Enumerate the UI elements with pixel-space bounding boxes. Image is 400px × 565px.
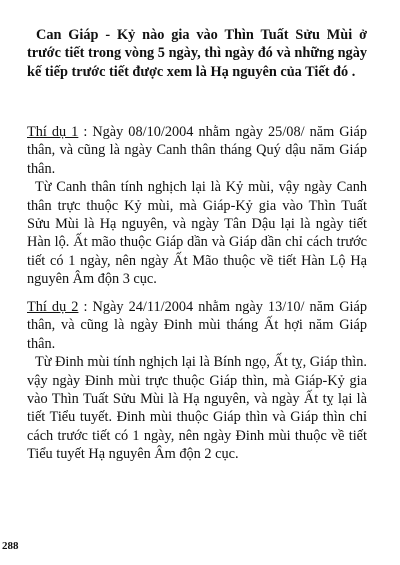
example-2 (27, 298, 367, 464)
example-1-label: Thí dụ 1 (27, 124, 79, 140)
example-1-heading-text: : Ngày 08/10/2004 nhằm ngày 25/08/ năm Giáp thân, và cũng là ngày Canh thân tháng Quý dậu năm Giáp thân. (27, 124, 367, 177)
intro-paragraph: Can Giáp - Kỷ nào gia vào Thìn Tuất Sửu Mùi ở trước tiết trong vòng 5 ngày, thì ngày đó và những ngày kế tiếp trước tiết được xem là Hạ nguyên của Tiết đó . (27, 27, 367, 80)
example-1 (27, 123, 367, 289)
page-number: 288 (2, 540, 19, 552)
example-2-label: Thí dụ 2 (27, 299, 79, 315)
example-2-heading (27, 298, 367, 353)
example-1-heading (27, 123, 367, 178)
example-1-body: Từ Canh thân tính nghịch lại là Kỷ mùi, vậy ngày Canh thân trực thuộc Kỷ mùi, mà Giáp-Kỷ gia vào Thìn Tuất Sửu Mùi là Hạ nguyên, và ngày Tân Dậu lại là ngày tiết Hàn lộ. Ất mão thuộc Giáp dần và Giáp dần chỉ cách trước tiết có 1 ngày, nên ngày Ất Mão thuộc về tiết Hàn Lộ Hạ nguyên Âm độn 3 cục. (27, 179, 367, 288)
example-2-body: Từ Đinh mùi tính nghịch lại là Bính ngọ, Ất tỵ, Giáp thìn. vậy ngày Đinh mùi trực thuộc Giáp thìn, mà Giáp-Kỷ gia vào Thìn Tuất Sửu Mùi là Hạ nguyên, và ngày Ất tỵ lại là tiết Tiểu tuyết. Đinh mùi thuộc Giáp thìn và Giáp thìn chỉ cách trước tiết có 1 ngày, nên ngày Đinh mùi thuộc về tiết Tiểu tuyết Hạ nguyên Âm độn 2 cục. (27, 354, 367, 463)
example-2-heading-text: : Ngày 24/11/2004 nhằm ngày 13/10/ năm Giáp thân, và cũng là ngày Đinh mùi tháng Ất hợi năm Giáp thân. (27, 299, 367, 352)
